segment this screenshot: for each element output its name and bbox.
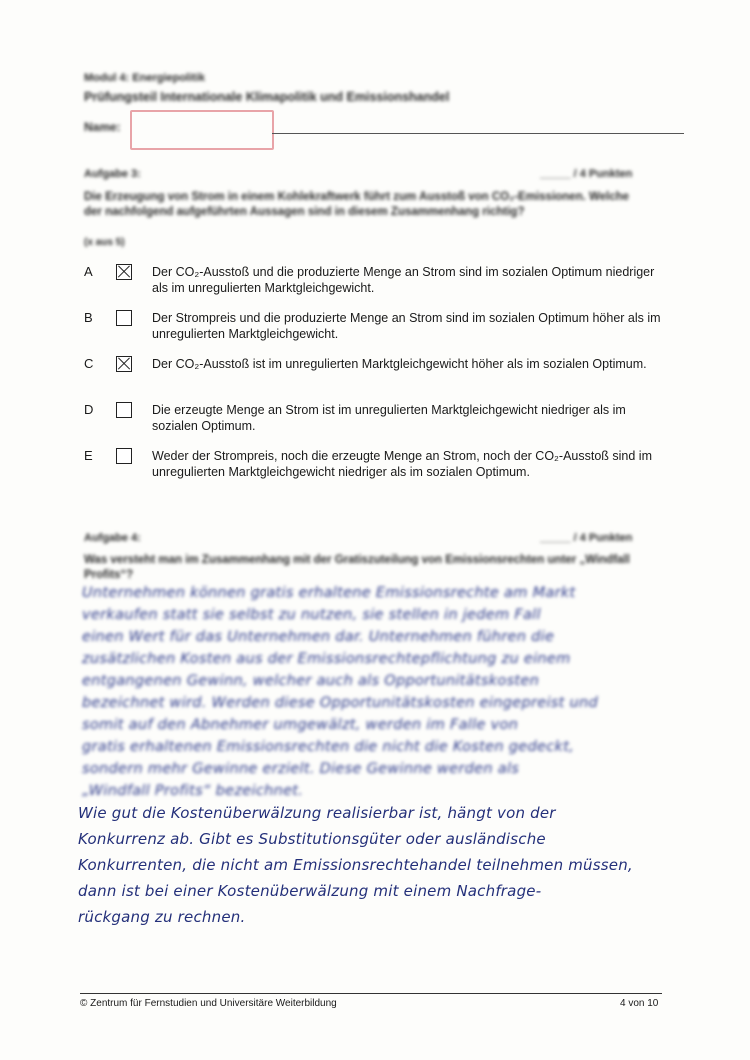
option-d	[84, 402, 664, 442]
option-letter: D	[84, 402, 94, 417]
name-underline	[272, 133, 684, 134]
answer-line: Konkurrenz ab. Gibt es Substitutionsgüter oder ausländische	[78, 830, 546, 848]
answer-line: Unternehmen können gratis erhaltene Emissionsrechte am Markt	[82, 585, 576, 601]
task4-title: Aufgabe 4:	[84, 532, 141, 544]
answer-line: entgangenen Gewinn, welcher auch als Opportunitätskosten	[82, 673, 540, 689]
handwritten-answer-visible	[78, 800, 738, 930]
option-text: Weder der Strompreis, noch die erzeugte Menge an Strom, noch der CO₂-Ausstoß sind im unregulierten Marktgleichgewicht niedriger als im sozialen Optimum.	[152, 449, 652, 479]
answer-line: rückgang zu rechnen.	[78, 908, 246, 926]
footer-divider	[80, 993, 662, 994]
task3-points: _____ / 4 Punkten	[540, 168, 633, 180]
answer-line: sondern mehr Gewinne erzielt. Diese Gewinne werden als	[82, 761, 520, 777]
answer-line: einen Wert für das Unternehmen dar. Unternehmen führen die	[82, 629, 555, 645]
option-e	[84, 448, 664, 488]
option-text: Die erzeugte Menge an Strom ist im unregulierten Marktgleichgewicht niedriger als im sozialen Optimum.	[152, 403, 626, 433]
option-b-checkbox[interactable]	[116, 310, 132, 326]
task3-title: Aufgabe 3:	[84, 168, 141, 180]
option-c-checkbox[interactable]	[116, 356, 132, 372]
footer-copyright: © Zentrum für Fernstudien und Universitäre Weiterbildung	[80, 998, 337, 1009]
option-text: Der CO₂-Ausstoß und die produzierte Menge an Strom sind im sozialen Optimum niedriger als im unregulierten Marktgleichgewicht.	[152, 265, 655, 295]
name-label: Name:	[84, 120, 121, 134]
exam-part-title: Prüfungsteil Internationale Klimapolitik und Emissionshandel	[84, 90, 450, 104]
option-text: Der CO₂-Ausstoß ist im unregulierten Marktgleichgewicht höher als im sozialen Optimum.	[152, 357, 647, 371]
option-letter: B	[84, 310, 93, 325]
task4-question: Was versteht man im Zusammenhang mit der Gratiszuteilung von Emissionsrechten unter „Windfall Profits“?	[84, 554, 630, 581]
answer-line: zusätzlichen Kosten aus der Emissionsrechtepflichtung zu einem	[82, 651, 571, 667]
option-e-checkbox[interactable]	[116, 448, 132, 464]
answer-line: gratis erhaltenen Emissionsrechten die nicht die Kosten gedeckt,	[82, 739, 575, 755]
answer-line: somit auf den Abnehmer umgewälzt, werden im Falle von	[82, 717, 519, 733]
handwritten-answer-blurred	[82, 582, 722, 802]
option-letter: C	[84, 356, 94, 371]
footer-page-number: 4 von 10	[620, 998, 659, 1009]
option-letter: A	[84, 264, 93, 279]
option-text: Der Strompreis und die produzierte Menge an Strom sind im sozialen Optimum höher als im unregulierten Marktgleichgewicht.	[152, 311, 661, 341]
option-a	[84, 264, 664, 304]
answer-line: Wie gut die Kostenüberwälzung realisierbar ist, hängt von der	[78, 804, 556, 822]
task4-points: _____ / 4 Punkten	[540, 532, 633, 544]
answer-line: dann ist bei einer Kostenüberwälzung mit einem Nachfrage-	[78, 882, 542, 900]
task3-question: Die Erzeugung von Strom in einem Kohlekraftwerk führt zum Ausstoß von CO₂-Emissionen. Welche der nachfolgend aufgeführten Aussagen sind in diesem Zusammenhang richtig?	[84, 191, 630, 218]
answer-line: verkaufen statt sie selbst zu nutzen, sie stellen in jedem Fall	[82, 607, 541, 623]
answer-line: bezeichnet wird. Werden diese Opportunitätskosten eingepreist und	[82, 695, 599, 711]
answer-line: „Windfall Profits“ bezeichnet.	[82, 783, 304, 799]
module-title: Modul 4: Energiepolitik	[84, 72, 206, 84]
task3-selection-hint: (x aus 5)	[84, 237, 125, 248]
option-b	[84, 310, 664, 350]
option-d-checkbox[interactable]	[116, 402, 132, 418]
option-c	[84, 356, 664, 396]
answer-line: Konkurrenten, die nicht am Emissionsrechtehandel teilnehmen müssen,	[78, 856, 633, 874]
name-field[interactable]	[130, 110, 274, 150]
option-a-checkbox[interactable]	[116, 264, 132, 280]
option-letter: E	[84, 448, 93, 463]
